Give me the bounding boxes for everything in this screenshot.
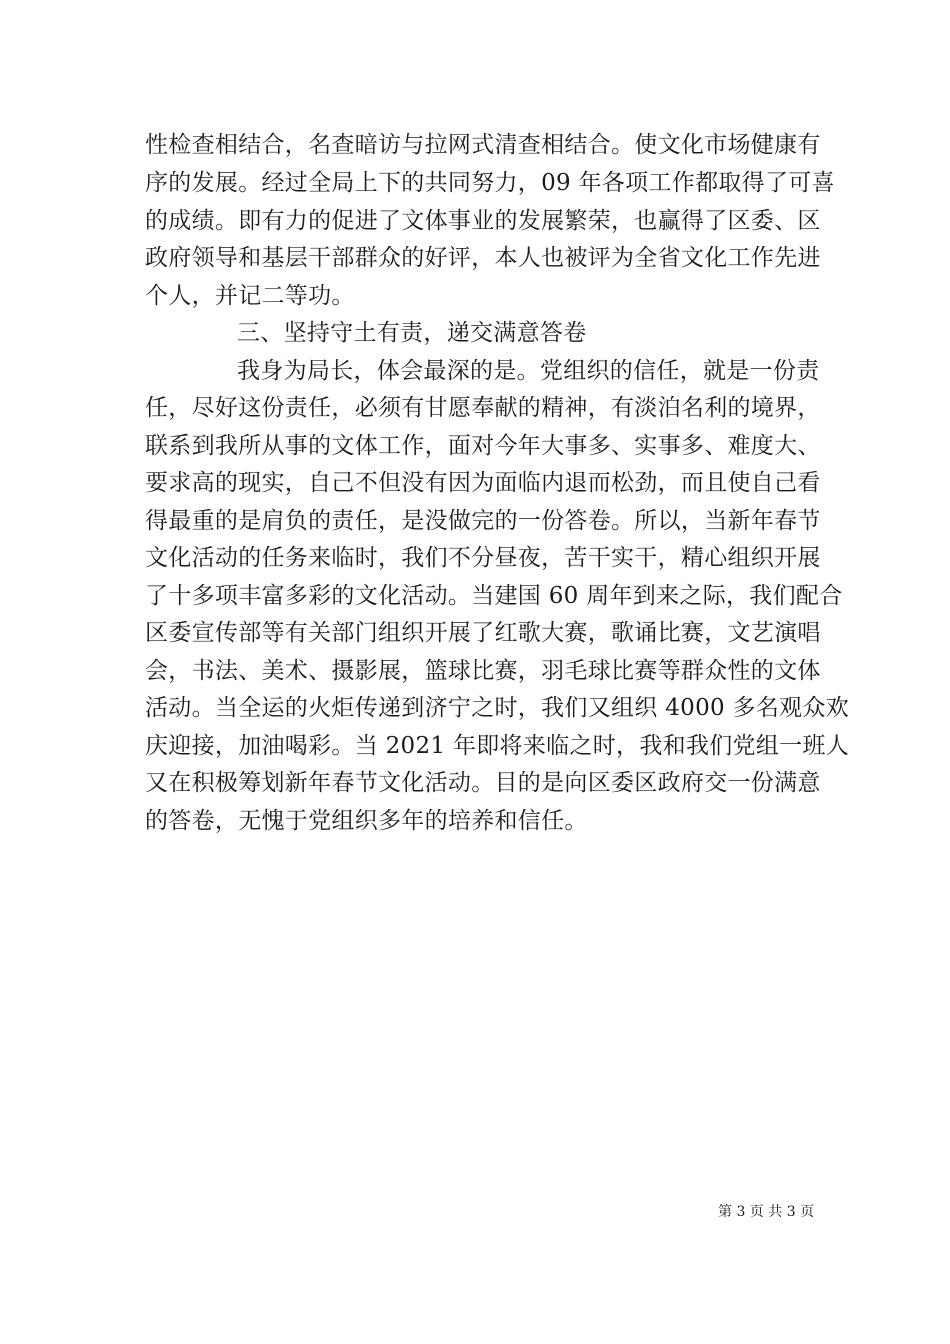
- text-line: 性检查相结合，名查暗访与拉网式清查相结合。使文化市场健康有: [145, 132, 821, 158]
- text-line: 联系到我所从事的文体工作，面对今年大事多、实事多、难度大、: [145, 433, 821, 459]
- text-line: 得最重的是肩负的责任，是没做完的一份答卷。所以，当新年春节: [145, 508, 821, 534]
- text-line: 活动。当全运的火炬传递到济宁之时，我们又组织 4000 多名观众欢: [145, 695, 850, 721]
- text-line: 个人，并记二等功。: [145, 283, 355, 309]
- text-line: 庆迎接，加油喝彩。当 2021 年即将来临之时，我和我们党组一班人: [145, 733, 850, 759]
- text-line: 的答卷，无愧于党组织多年的培养和信任。: [145, 808, 588, 834]
- text-line: 的成绩。即有力的促进了文体事业的发展繁荣，也赢得了区委、区: [145, 208, 821, 234]
- text-line: 区委宣传部等有关部门组织开展了红歌大赛，歌诵比赛，文艺演唱: [145, 620, 821, 646]
- text-line: 任，尽好这份责任，必须有甘愿奉献的精神，有淡泊名利的境界，: [145, 395, 821, 421]
- text-line: 我身为局长，体会最深的是。党组织的信任，就是一份责: [237, 358, 820, 384]
- page-number: 第 3 页 共 3 页: [718, 1204, 815, 1220]
- text-line: 了十多项丰富多彩的文化活动。当建国 60 周年到来之际，我们配合: [145, 583, 843, 609]
- section-heading: 三、坚持守土有责，递交满意答卷: [237, 320, 587, 346]
- text-line: 文化活动的任务来临时，我们不分昼夜，苦干实干，精心组织开展: [145, 545, 821, 571]
- text-line: 序的发展。经过全局上下的共同努力，09 年各项工作都取得了可喜: [145, 170, 835, 196]
- text-line: 要求高的现实，自己不但没有因为面临内退而松劲，而且使自己看: [145, 470, 821, 496]
- text-line: 又在积极筹划新年春节文化活动。目的是向区委区政府交一份满意: [145, 770, 821, 796]
- text-line: 政府领导和基层干部群众的好评，本人也被评为全省文化工作先进: [145, 245, 821, 271]
- text-line: 会，书法、美术、摄影展，篮球比赛，羽毛球比赛等群众性的文体: [145, 658, 821, 684]
